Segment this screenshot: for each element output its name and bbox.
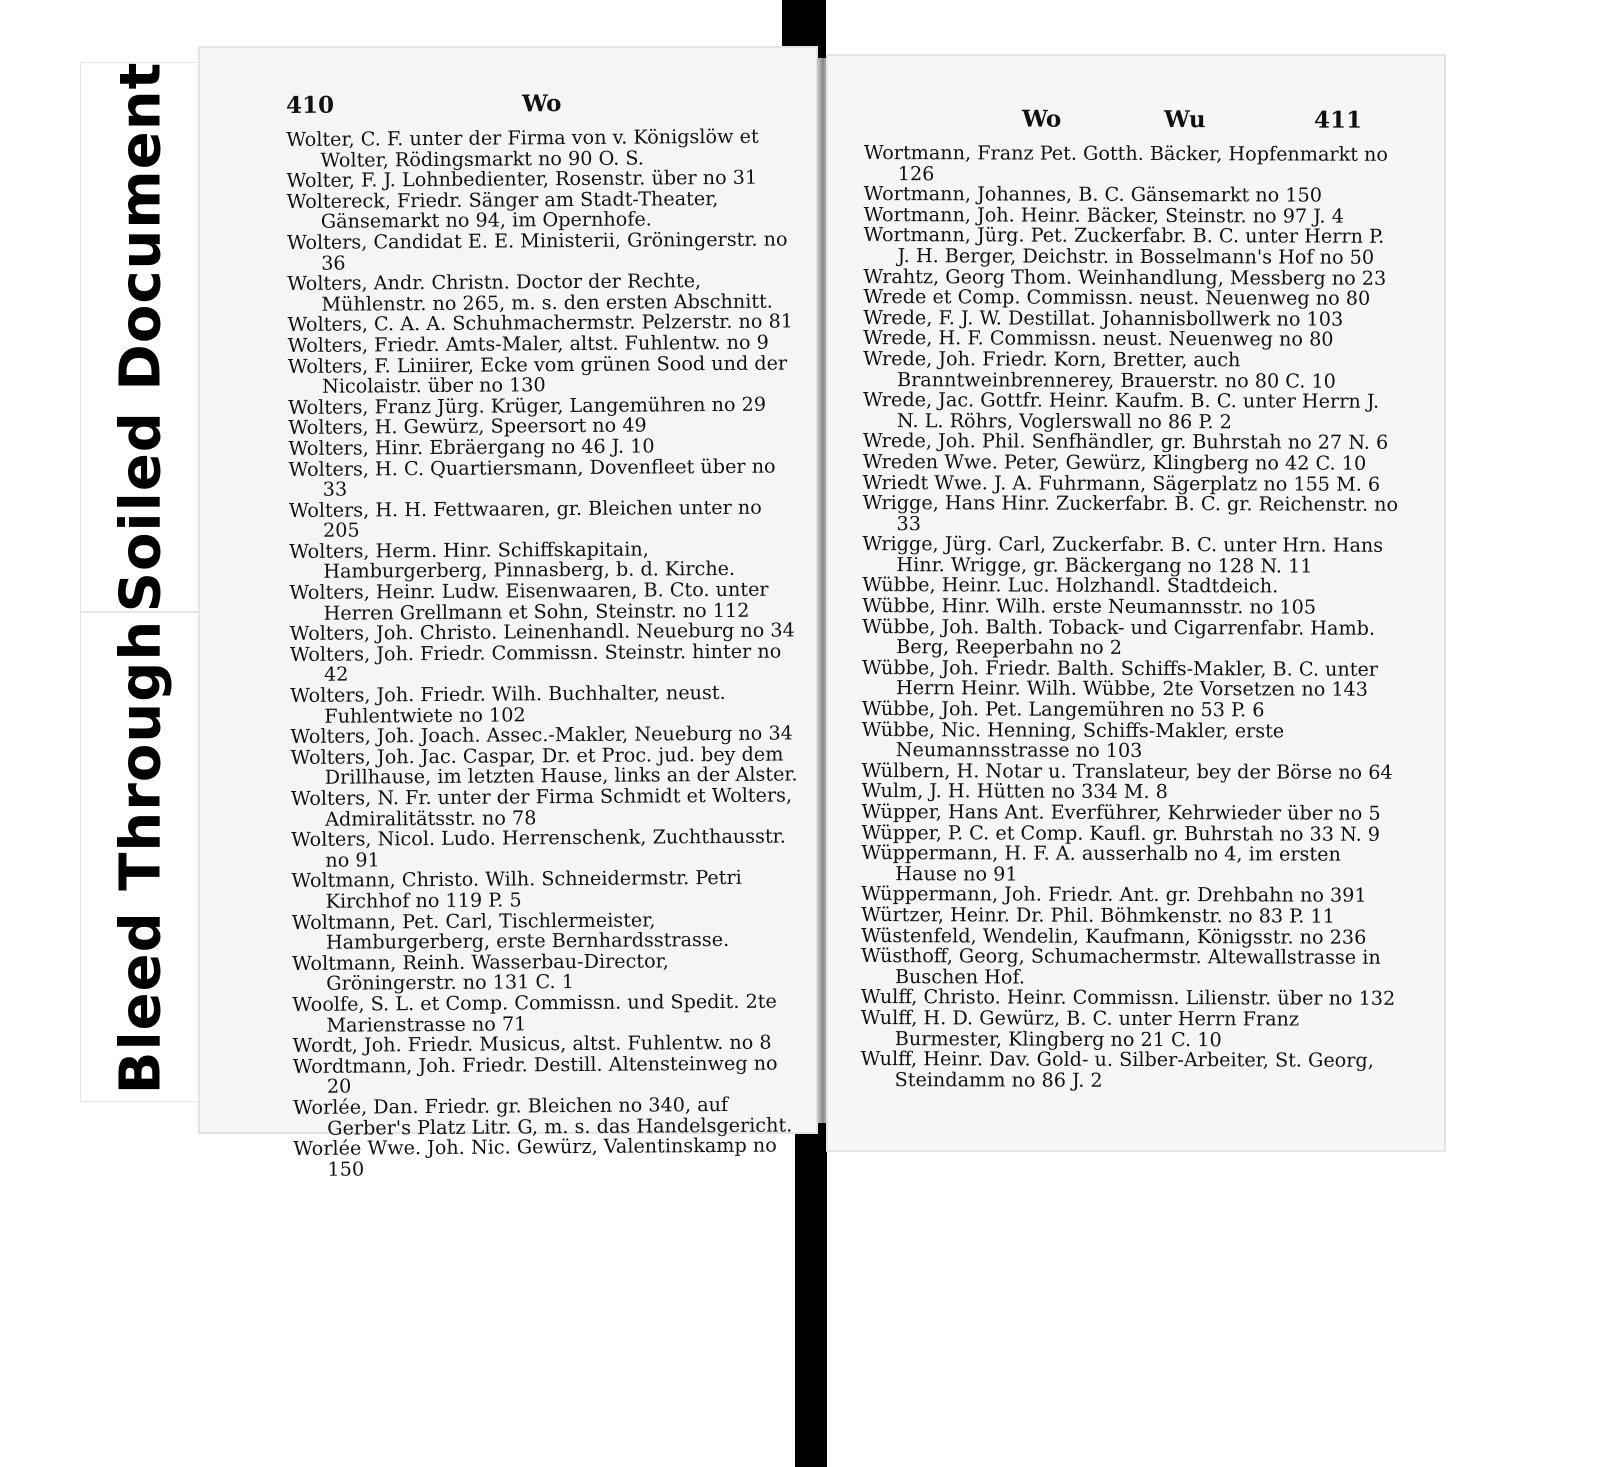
directory-entry: Wolters, Herm. Hinr. Schiffskapitain, Hamburgerberg, Pinnasberg, b. d. Kirche. <box>289 537 736 584</box>
directory-entry: Wüpper, Hans Ant. Everführer, Kehrwieder über no 5 <box>861 799 1381 825</box>
directory-entry: Worlée Wwe. Joh. Nic. Gewürz, Valentinskamp no 150 <box>293 1133 777 1181</box>
directory-entry: Wolters, Andr. Christn. Doctor der Rechte, Mühlenstr. no 265, m. s. den ersten Abschnitt. <box>287 269 773 316</box>
directory-entry: Wrede, Joh. Friedr. Korn, Bretter, auch Branntweinbrennerey, Brauerstr. no 80 C. 10 <box>863 346 1336 393</box>
directory-entry: Wortmann, Johannes, B. C. Gänsemarkt no 150 <box>863 182 1323 207</box>
directory-entry: Wolters, F. Liniirer, Ecke vom grünen Sood und der Nicolaistr. über no 130 <box>287 351 788 398</box>
directory-entry: Wrede, H. F. Commissn. neust. Neuenweg no 80 <box>863 326 1334 351</box>
directory-entry: Wortmann, Franz Pet. Gotth. Bäcker, Hopfenmarkt no 126 <box>863 140 1389 185</box>
directory-entry: Wüsthoff, Georg, Schumachermstr. Altewallstrasse in Buschen Hof. <box>861 944 1381 989</box>
directory-entry: Wulff, Christo. Heinr. Commissn. Lilienstr. über no 132 <box>860 985 1396 1011</box>
directory-entry: Wulff, H. D. Gewürz, B. C. unter Herrn Franz Burmester, Klingberg no 21 C. 10 <box>860 1005 1300 1051</box>
directory-entry: Woltmann, Pet. Carl, Tischlermeister, Hamburgerberg, erste Bernhardsstrasse. <box>291 908 730 954</box>
condition-stamp <box>80 62 200 1102</box>
directory-entry: Woltmann, Reinh. Wasserbau-Director, Gröningerstr. no 131 C. 1 <box>291 949 669 996</box>
page-heading-left: Wo <box>1021 105 1062 133</box>
soiled-document-label <box>80 62 202 612</box>
directory-entries <box>286 126 805 1180</box>
directory-entry: Wrigge, Hans Hinr. Zuckerfabr. B. C. gr. Reichenstr. no 33 <box>862 491 1399 535</box>
page-number: 410 <box>285 91 335 119</box>
directory-entry: Wrigge, Jürg. Carl, Zuckerfabr. B. C. unter Hrn. Hans Hinr. Wrigge, gr. Bäckergang no 128 N. 11 <box>862 532 1384 578</box>
directory-entry: Woltmann, Christo. Wilh. Schneidermstr. Petri Kirchhof no 119 P. 5 <box>291 866 742 913</box>
directory-entry: Wolters, Hinr. Ebräergang no 46 J. 10 <box>288 434 655 460</box>
directory-entry: Wrede, Jac. Gottfr. Heinr. Kaufm. B. C. unter Herrn J. N. L. Röhrs, Voglerswall no 86 P. 2 <box>862 388 1380 434</box>
directory-entry: Wolters, Franz Jürg. Krüger, Langemühren no 29 <box>288 392 767 419</box>
directory-entry: Wüppermann, H. F. A. ausserhalb no 4, im ersten Hause no 91 <box>861 841 1341 886</box>
directory-entry: Wolters, Friedr. Amts-Maler, altst. Fuhlentw. no 9 <box>287 330 769 357</box>
directory-entry: Wübbe, Joh. Balth. Toback- und Cigarrenfabr. Hamb. Berg, Reeperbahn no 2 <box>862 614 1376 660</box>
directory-entry: Wübbe, Joh. Pet. Langemühren no 53 P. 6 <box>861 697 1265 722</box>
bleed-through-text: Bleed Through <box>108 619 174 1095</box>
directory-entry: Wolters, Joh. Jac. Caspar, Dr. et Proc. jud. bey dem Drillhause, im letzten Hause, links an der Alster. <box>290 742 798 790</box>
directory-entry: Woolfe, S. L. et Comp. Commissn. und Spedit. 2te Marienstrasse no 71 <box>292 989 777 1037</box>
directory-entry: Wüpper, P. C. et Comp. Kaufl. gr. Buhrstah no 33 N. 9 <box>861 820 1381 846</box>
directory-entry: Wordt, Joh. Friedr. Musicus, altst. Fuhlentw. no 8 <box>292 1030 772 1058</box>
left-page-header <box>286 92 798 130</box>
directory-entry: Wortmann, Jürg. Pet. Zuckerfabr. B. C. unter Herrn P. J. H. Berger, Deichstr. in Bosselmann's Hof no 50 <box>863 223 1385 269</box>
directory-entry: Woltereck, Friedr. Sänger am Stadt-Theater, Gänsemarkt no 94, im Opernhofe. <box>286 186 719 234</box>
directory-entry: Worlée, Dan. Friedr. gr. Bleichen no 340, auf Gerber's Platz Litr. G, m. s. das Handelsgericht. <box>292 1092 793 1140</box>
right-page <box>826 54 1446 1152</box>
page-heading: Wo <box>521 90 562 118</box>
directory-entry: Wübbe, Nic. Henning, Schiffs-Makler, erste Neumannsstrasse no 103 <box>861 717 1285 763</box>
soiled-document-text: Soiled Document <box>108 61 174 613</box>
directory-entry: Wolter, C. F. unter der Firma von v. Königslöw et Wolter, Rödingsmarkt no 90 O. S. <box>286 124 759 172</box>
directory-entry: Wrahtz, Georg Thom. Weinhandlung, Messberg no 23 <box>863 264 1387 290</box>
directory-entry: Wolters, H. H. Fettwaaren, gr. Bleichen unter no 205 <box>288 495 762 543</box>
directory-entry: Wreden Wwe. Peter, Gewürz, Klingberg no 42 C. 10 <box>862 449 1367 475</box>
directory-entry: Wolters, H. C. Quartiersmann, Dovenfleet über no 33 <box>288 454 776 501</box>
directory-entry: Wülbern, H. Notar u. Translateur, bey der Börse no 64 <box>861 758 1393 784</box>
directory-entry: Wübbe, Hinr. Wilh. erste Neumannsstr. no 105 <box>862 594 1317 619</box>
directory-entries <box>860 140 1401 1092</box>
directory-entry: Wrede, F. J. W. Destillat. Johannisbollwerk no 103 <box>863 305 1344 331</box>
directory-entry: Wolter, F. J. Lohnbedienter, Rosenstr. über no 31 <box>286 165 758 193</box>
directory-entry: Wolters, C. A. A. Schuhmachermstr. Pelzerstr. no 81 <box>287 309 794 337</box>
directory-entry: Wrede, Joh. Phil. Senfhändler, gr. Buhrstah no 27 N. 6 <box>862 429 1389 455</box>
directory-entry: Wulff, Heinr. Dav. Gold- u. Silber-Arbeiter, St. Georg, Steindamm no 86 J. 2 <box>860 1047 1374 1092</box>
directory-entry: Wüppermann, Joh. Friedr. Ant. gr. Drehbahn no 391 <box>861 882 1367 908</box>
page-heading-right: Wu <box>1163 106 1206 134</box>
directory-entry: Wolters, Candidat E. E. Ministerii, Gröningerstr. no 36 <box>286 227 788 275</box>
directory-entry: Wordtmann, Joh. Friedr. Destill. Altensteinweg no 20 <box>292 1051 778 1099</box>
directory-entry: Wolters, N. Fr. unter der Firma Schmidt et Wolters, Admiralitätsstr. no 78 <box>290 783 793 831</box>
directory-entry: Wrede et Comp. Commissn. neust. Neuenweg no 80 <box>863 285 1371 310</box>
right-page-header <box>864 105 1401 145</box>
directory-entry: Würtzer, Heinr. Dr. Phil. Böhmkenstr. no 83 P. 11 <box>861 902 1335 928</box>
directory-entry: Wortmann, Joh. Heinr. Bäcker, Steinstr. no 97 J. 4 <box>863 202 1344 228</box>
right-page-content <box>860 105 1401 1092</box>
left-page-content <box>286 92 806 1180</box>
directory-entry: Wolters, H. Gewürz, Speersort no 49 <box>288 413 647 440</box>
directory-entry: Wolters, Joh. Joach. Assec.-Makler, Neueburg no 34 <box>290 721 793 749</box>
directory-entry: Wübbe, Joh. Friedr. Balth. Schiffs-Makler, B. C. unter Herrn Heinr. Wilh. Wübbe, 2te Vorsetzen no 143 <box>862 655 1379 702</box>
directory-entry: Wolters, Joh. Friedr. Wilh. Buchhalter, neust. Fuhlentwiete no 102 <box>290 680 726 728</box>
left-page <box>198 46 818 1181</box>
directory-entry: Wübbe, Heinr. Luc. Holzhandl. Stadtdeich. <box>862 573 1279 598</box>
bleed-through-label <box>80 612 202 1102</box>
page-number: 411 <box>1313 106 1363 134</box>
directory-entry: Wolters, Nicol. Ludo. Herrenschenk, Zuchthausstr. no 91 <box>291 824 786 872</box>
directory-entry: Wolters, Joh. Christo. Leinenhandl. Neueburg no 34 <box>289 618 795 646</box>
directory-entry: Wüstenfeld, Wendelin, Kaufmann, Königsstr. no 236 <box>861 923 1367 949</box>
directory-entry: Wolters, Joh. Friedr. Commissn. Steinstr. hinter no 42 <box>289 639 782 687</box>
directory-entry: Wulm, J. H. Hütten no 334 M. 8 <box>861 779 1168 804</box>
directory-entry: Wolters, Heinr. Ludw. Eisenwaaren, B. Cto. unter Herren Grellmann et Sohn, Steinstr. no 112 <box>289 577 769 625</box>
directory-entry: Wriedt Wwe. J. A. Fuhrmann, Sägerplatz no 155 M. 6 <box>862 470 1381 496</box>
